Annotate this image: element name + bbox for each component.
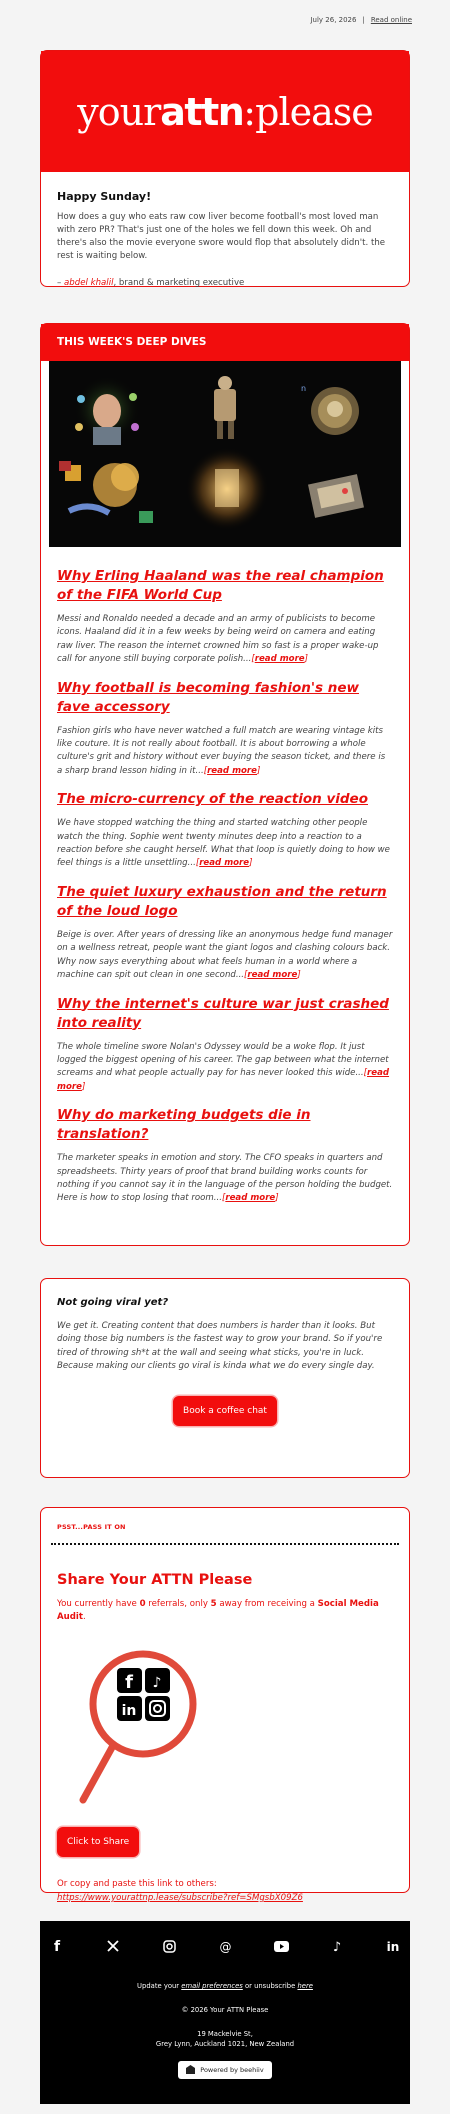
referrals-remaining: 5	[210, 1599, 217, 1609]
article-title-link[interactable]: The micro-currency of the reaction video	[57, 791, 368, 808]
issue-date: July 26, 2026	[310, 16, 357, 24]
read-online-link[interactable]: Read online	[370, 16, 412, 24]
author-link[interactable]: abdel khalil	[64, 278, 114, 288]
viral-promo-card	[40, 1278, 410, 1478]
viral-text: We get it. Creating content that does numbers is harder than it looks. But doing those big numbers is the fastest way to grow your brand. So if you're tired of throwing sh*t at the wall and seeing what sticks, you're in luck. Because making our clients go viral is kinda what we do every single day.	[57, 1321, 383, 1372]
facebook-icon[interactable]	[50, 1939, 64, 1953]
intro-section	[41, 172, 409, 290]
read-more-link[interactable]: read more	[57, 1068, 390, 1092]
svg-text:f: f	[125, 1672, 133, 1693]
article-excerpt: Beige is over. After years of dressing like an anonymous hedge fund manager on a wellness retreat, people want the giant logos and clashing colours back. Why now says everything about what feels human in a world where a machine can spit out clean in one second...	[57, 929, 393, 981]
social-media-audit-magnifier-icon	[77, 1650, 197, 1810]
svg-text:♪: ♪	[152, 1675, 162, 1691]
threads-icon[interactable]	[218, 1939, 232, 1953]
svg-text:f: f	[53, 1939, 61, 1955]
article-item: The micro-currency of the reaction video We have stopped watching the thing and started watching other people watch the thing. Sophie went twenty minutes deep into a reaction to a reaction before she caught herself. What that loop is quietly doing to how we feel things is a little unsettling...[read more]	[57, 790, 393, 871]
dotted-divider	[51, 1543, 399, 1545]
svg-text:in: in	[386, 1939, 400, 1954]
intro-text: How does a guy who eats raw cow liver become football's most loved man with zero PR? That's just one of the holes we fell down this week. Oh and there's also the movie everyone swore would flop that absolutely didn't. the rest is waiting below.	[57, 212, 386, 261]
book-coffee-chat-button[interactable]: Book a coffee chat	[173, 1396, 277, 1426]
read-more-link[interactable]: read more	[225, 1193, 276, 1204]
read-more-link[interactable]: read more	[207, 765, 257, 776]
svg-text:n: n	[301, 384, 307, 393]
linkedin-icon[interactable]	[386, 1939, 400, 1953]
article-excerpt: Messi and Ronaldo needed a decade and an army of publicists to become icons. Haaland did it in a few weeks by being weird on camera and eating raw liver. The reason the internet crowned him so fast is a proper wake-up call for anyone still buying corporate polish...	[57, 614, 379, 665]
article-title-link[interactable]: Why football is becoming fashion's new fave accessory	[57, 679, 359, 715]
article-excerpt: The whole timeline swore Nolan's Odyssey would be a woke flop. It just logged the biggest opening of his career. The gap between what the internet screams and what people actually pay for has never looked this wide...	[57, 1041, 389, 1079]
article-title-link[interactable]: Why Erling Haaland was the real champion of the FIFA World Cup	[57, 568, 384, 603]
deep-dives-card	[40, 323, 410, 1246]
article-item: Why the internet's culture war just crashed into reality The whole timeline swore Nolan's Odyssey would be a woke flop. It just logged the biggest opening of his career. The gap between what the internet screams and what people actually pay for has never looked this wide...[read more]	[57, 995, 393, 1095]
read-more-link[interactable]: read more	[199, 858, 250, 869]
brand-logo: yourattn:please	[77, 89, 373, 134]
article-title-link[interactable]: Why the internet's culture war just crashed into reality	[57, 995, 389, 1031]
article-title-link[interactable]: The quiet luxury exhaustion and the return of the loud logo	[57, 883, 387, 919]
article-title-link[interactable]: Why do marketing budgets die in translation?	[57, 1107, 311, 1143]
read-more-link[interactable]: read more	[254, 654, 305, 665]
svg-text:in: in	[121, 1703, 137, 1719]
click-to-share-button[interactable]: Click to Share	[57, 1827, 139, 1857]
referral-count: 0	[139, 1599, 146, 1609]
article-list	[41, 547, 409, 1206]
svg-text:@: @	[219, 1939, 231, 1954]
footer	[40, 1921, 410, 2104]
header-card	[40, 50, 410, 287]
deep-dives-collage-image	[49, 361, 401, 547]
topbar-separator: |	[362, 16, 365, 24]
unsubscribe-link[interactable]: here	[297, 1982, 313, 1990]
address-line-1: 19 Mackelvie St,	[197, 2030, 253, 2038]
top-bar	[0, 0, 450, 38]
referral-card	[40, 1507, 410, 1903]
referral-kicker: PSST...PASS IT ON	[57, 1523, 126, 1531]
address-line-2: Grey Lynn, Auckland 1021, New Zealand	[155, 2040, 295, 2048]
referral-count-text: You currently have 0 referrals, only 5 away from receiving a Social Media Audit.	[57, 1599, 379, 1622]
referral-link[interactable]: https://www.yourattnp.lease/subscribe?ref=SMgsbX09Z6	[57, 1893, 303, 1903]
referral-heading: Share Your ATTN Please	[57, 1572, 253, 1588]
reward-name: Social Media Audit	[57, 1599, 379, 1622]
x-icon[interactable]	[106, 1939, 120, 1953]
article-item: Why Erling Haaland was the real champion of the FIFA World Cup Messi and Ronaldo needed a decade and an army of publicists to become icons. Haaland did it in a few weeks by being weird on camera and eating raw liver. The reason the internet crowned him so fast is a proper wake-up call for anyone still buying corporate polish...[read more]	[57, 567, 393, 667]
article-item: Why football is becoming fashion's new fave accessory Fashion girls who have never watched a full match are wearing vintage kits like couture. It is not really about football. It is about borrowing a whole culture's grit and history without ever buying the season ticket, and there is a sharp brand lesson hiding in it...[read more]	[57, 679, 393, 779]
article-excerpt: Fashion girls who have never watched a full match are wearing vintage kits like couture. It is not really about football. It is about borrowing a whole culture's grit and history without ever buying the season ticket, and there is a sharp brand lesson hiding in it...	[57, 725, 386, 776]
copy-link-instruction: Or copy and paste this link to others:	[57, 1879, 217, 1889]
beehiiv-icon	[186, 2065, 195, 2076]
powered-by-beehiiv-badge[interactable]: Powered by beehiiv	[178, 2061, 271, 2079]
read-more-link[interactable]: read more	[247, 970, 298, 981]
article-excerpt: The marketer speaks in emotion and story. The CFO speaks in quarters and spreadsheets. Thirty years of proof that brand building works counts for nothing if you cannot say it in the language of the person holding the budget. Here is how to stop losing that room...	[57, 1153, 393, 1204]
article-item: Why do marketing budgets die in translation? The marketer speaks in emotion and story. The CFO speaks in quarters and spreadsheets. Thirty years of proof that brand building works counts for nothing if you cannot say it in the language of the person holding the budget. Here is how to stop losing that room...[read more]	[57, 1107, 393, 1204]
deep-dives-heading: THIS WEEK'S DEEP DIVES	[41, 324, 409, 361]
social-links	[40, 1921, 410, 1967]
instagram-icon[interactable]	[162, 1939, 176, 1953]
viral-heading: Not going viral yet?	[57, 1297, 169, 1308]
svg-text:♪: ♪	[332, 1940, 342, 1955]
tiktok-icon[interactable]	[330, 1939, 344, 1953]
article-excerpt: We have stopped watching the thing and started watching other people watch the thing. Sophie went twenty minutes deep into a reaction to a reaction before she caught herself. What that loop is quietly doing to how we feel things is a little unsettling...	[57, 818, 390, 869]
signature: – abdel khalil, brand & marketing executive	[57, 278, 245, 288]
email-preferences-link[interactable]: email preferences	[181, 1982, 243, 1990]
preferences-text: Update your email preferences or unsubscribe here	[137, 1982, 313, 1990]
copyright: © 2026 Your ATTN Please	[181, 2006, 269, 2014]
youtube-icon[interactable]	[274, 1939, 288, 1953]
hero-banner	[41, 51, 409, 172]
greeting: Happy Sunday!	[57, 190, 152, 203]
article-item: The quiet luxury exhaustion and the return of the loud logo Beige is over. After years of dressing like an anonymous hedge fund manager on a wellness retreat, people want the giant logos and clashing colours back. Why now says everything about what feels human in a world where a machine can spit out clean in one second...[read more]	[57, 883, 393, 981]
